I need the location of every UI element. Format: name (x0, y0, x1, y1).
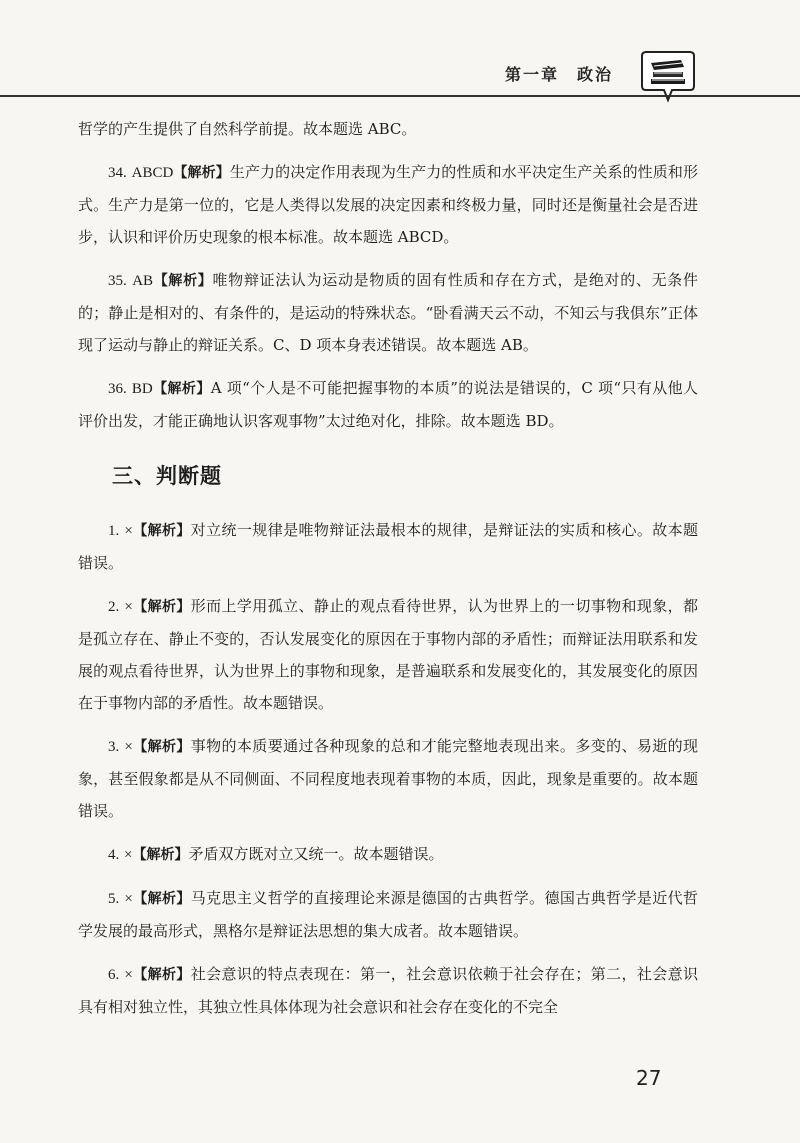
judge-item-6 (78, 958, 698, 1023)
item-answer: × (124, 847, 133, 863)
answer-item-36 (78, 372, 698, 437)
judge-item-4 (78, 838, 698, 871)
item-text: A 项“个人是不可能把握事物的本质”的说法是错误的，C 项“只有从他人评价出发，才能正确地认识客观事物”太过绝对化，排除。故本题选 BD。 (78, 379, 699, 430)
analysis-tag: 【解析】 (132, 891, 191, 907)
analysis-tag: 【解析】 (173, 165, 230, 181)
header-rule (0, 95, 800, 97)
item-number: 1. (108, 523, 120, 539)
analysis-tag: 【解析】 (132, 847, 189, 863)
judge-item-5 (78, 882, 698, 947)
item-number: 2. (108, 599, 120, 615)
item-answer: × (124, 599, 133, 615)
analysis-tag: 【解析】 (132, 599, 191, 615)
item-text: 对立统一规律是唯物辩证法最根本的规律，是辩证法的实质和核心。故本题错误。 (78, 521, 698, 572)
item-text: 事物的本质要通过各种现象的总和才能完整地表现出来。多变的、易逝的现象，甚至假象都是从不同侧面、不同程度地表现着事物的本质，因此，现象是重要的。故本题错误。 (78, 737, 698, 820)
item-text: 生产力的决定作用表现为生产力的性质和水平决定生产关系的性质和形式。生产力是第一位的，它是人类得以发展的决定因素和终极力量，同时还是衡量社会是否进步，认识和评价历史现象的根本标准。故本题选 ABCD。 (78, 163, 698, 246)
item-text: 社会意识的特点表现在：第一，社会意识依赖于社会存在；第二，社会意识具有相对独立性，其独立性具体体现为社会意识和社会存在变化的不完全 (78, 965, 698, 1016)
item-answer: ABCD (131, 165, 174, 181)
item-number: 4. (108, 847, 120, 863)
continuation-paragraph: 哲学的产生提供了自然科学前提。故本题选 ABC。 (78, 120, 417, 138)
analysis-tag: 【解析】 (132, 523, 191, 539)
item-number: 6. (108, 967, 120, 983)
page-body (78, 113, 698, 1034)
judge-item-3 (78, 730, 698, 827)
item-answer: × (124, 891, 133, 907)
answer-item-35 (78, 264, 698, 361)
item-answer: AB (132, 273, 154, 289)
analysis-tag: 【解析】 (132, 739, 191, 755)
book-stack-icon (640, 46, 696, 106)
section-heading: 三、判断题 (112, 464, 222, 488)
analysis-tag: 【解析】 (153, 273, 213, 289)
item-number: 5. (108, 891, 120, 907)
judge-item-1 (78, 514, 698, 579)
item-answer: BD (131, 381, 153, 397)
item-answer: × (124, 523, 133, 539)
item-text: 形而上学用孤立、静止的观点看待世界，认为世界上的一切事物和现象，都是孤立存在、静止不变的，否认发展变化的原因在于事物内部的矛盾性；而辩证法用联系和发展的观点看待世界，认为世界上的事物和现象，是普遍联系和发展变化的，其发展变化的原因在于事物内部的矛盾性。故本题错误。 (78, 597, 698, 712)
item-answer: × (124, 739, 133, 755)
item-text: 马克思主义哲学的直接理论来源是德国的古典哲学。德国古典哲学是近代哲学发展的最高形式，黑格尔是辩证法思想的集大成者。故本题错误。 (78, 889, 698, 940)
item-number: 3. (108, 739, 120, 755)
analysis-tag: 【解析】 (132, 967, 191, 983)
judge-item-2 (78, 590, 698, 719)
item-answer: × (124, 967, 133, 983)
chapter-title: 第一章 政治 (505, 65, 614, 84)
item-text: 矛盾双方既对立又统一。故本题错误。 (188, 845, 444, 863)
answer-item-34 (78, 156, 698, 253)
item-number: 36. (108, 381, 127, 397)
page-number: 27 (636, 1066, 662, 1090)
analysis-tag: 【解析】 (152, 381, 211, 397)
item-number: 34. (108, 165, 127, 181)
item-number: 35. (108, 273, 127, 289)
item-text: 唯物辩证法认为运动是物质的固有性质和存在方式，是绝对的、无条件的；静止是相对的、有条件的，是运动的特殊状态。“卧看满天云不动，不知云与我俱东”正体现了运动与静止的辩证关系。C、D 项本身表述错误。故本题选 AB。 (78, 271, 698, 354)
